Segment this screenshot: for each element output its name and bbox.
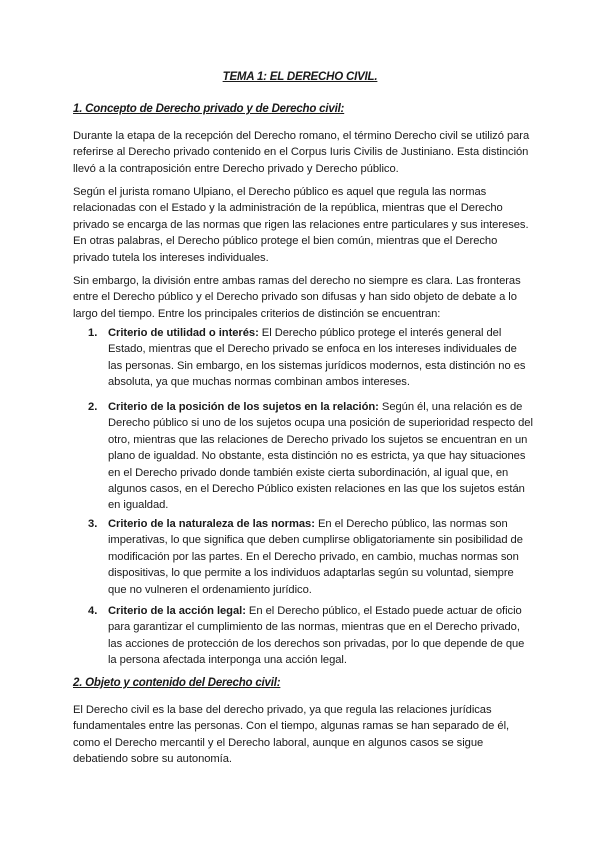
criterion-text: En el Derecho público, el Estado puede actuar de oficio para garantizar el cumplimiento de las normas, mientras que en el Derecho privado, las acciones de protección de los derechos son privadas, por lo que depende de que la persona afectada interponga una acción legal. — [108, 605, 525, 667]
section-1-heading: 1. Concepto de Derecho privado y de Derecho civil: — [73, 103, 345, 115]
criterion-text: Según él, una relación es de Derecho público si uno de los sujetos ocupa una posición de superioridad respecto del otro, mientras que las relaciones de Derecho privado los sujetos se encuentran en un plano de igualdad. No obstante, esta distinción no es estricta, ya que hay situaciones en el Derecho privado donde también existe cierta subordinación, al igual que, en algunos casos, en el Derecho Público existen relaciones en las que los sujetos están en igualdad. — [108, 401, 533, 512]
section-2-heading: 2. Objeto y contenido del Derecho civil: — [73, 677, 281, 689]
section-2-paragraph-1: El Derecho civil es la base del derecho privado, ya que regula las relaciones jurídicas fundamentales entre las personas. Con el tiempo, algunas ramas se han separado de él, como el Derecho mercantil y el Derecho laboral, aunque en algunos casos se sigue debatiendo sobre su autonomía. — [73, 704, 510, 766]
criterion-item — [88, 399, 533, 514]
criterion-number: 4. — [88, 605, 98, 617]
criterion-term: Criterio de utilidad o interés: — [108, 327, 259, 339]
criterion-text: El Derecho público protege el interés general del Estado, mientras que el Derecho privado se enfoca en los intereses individuales de las personas. Sin embargo, en los sistemas jurídicos modernos, esta distinción no es absoluta, ya que muchas normas combinan ambos intereses. — [108, 327, 526, 389]
section-1-paragraph-2: Según el jurista romano Ulpiano, el Derecho público es aquel que regula las normas relacionadas con el Estado y la administración de la república, mientras que el Derecho privado se encarga de las normas que rigen las relaciones entre particulares y sus intereses. En otras palabras, el Derecho público protege el bien común, mientras que el Derecho privado tutela los intereses individuales. — [73, 186, 529, 264]
criterion-text: En el Derecho público, las normas son imperativas, lo que significa que deben cumplirse obligatoriamente sin posibilidad de modificación por las partes. En el Derecho privado, en cambio, muchas normas son dispositivas, lo que permite a los individuos adaptarlas según su voluntad, siempre que no vulneren el ordenamiento jurídico. — [108, 518, 523, 596]
criterion-item — [88, 516, 533, 598]
criterion-number: 1. — [88, 327, 98, 339]
criterion-term: Criterio de la naturaleza de las normas: — [108, 518, 315, 530]
criterion-number: 2. — [88, 401, 98, 413]
criterion-item — [88, 325, 533, 391]
section-1-paragraph-3: Sin embargo, la división entre ambas ramas del derecho no siempre es clara. Las fronteras entre el Derecho público y el Derecho privado son difusas y han sido objeto de debate a lo largo del tiempo. Entre los principales criterios de distinción se encuentran: — [73, 275, 521, 320]
criterion-item — [88, 603, 533, 669]
criterion-number: 3. — [88, 518, 98, 530]
criterion-term: Criterio de la posición de los sujetos en la relación: — [108, 401, 379, 413]
document-title: TEMA 1: EL DERECHO CIVIL. — [222, 71, 378, 83]
section-1-paragraph-1: Durante la etapa de la recepción del Derecho romano, el término Derecho civil se utilizó para referirse al Derecho privado contenido en el Corpus Iuris Civilis de Justiniano. Esta distinción llevó a la contraposición entre Derecho privado y Derecho público. — [73, 130, 530, 175]
criterion-term: Criterio de la acción legal: — [108, 605, 246, 617]
